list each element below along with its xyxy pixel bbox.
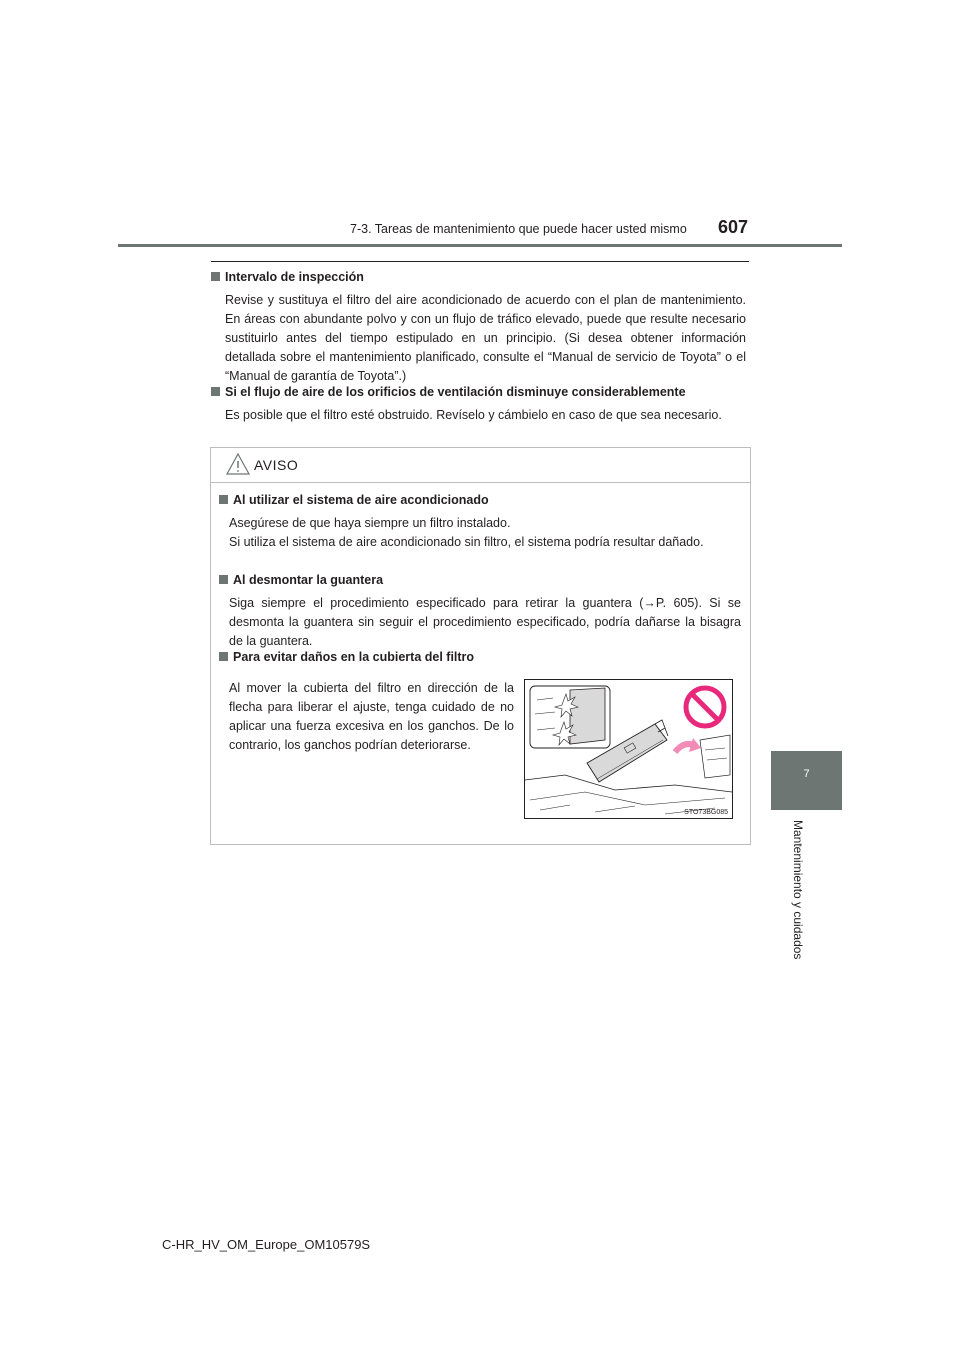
warning-item-ac bbox=[219, 491, 741, 552]
bullet-square-icon bbox=[211, 387, 220, 396]
content-top-rule bbox=[211, 261, 749, 262]
warning-item-heading: Al utilizar el sistema de aire acondicionado bbox=[233, 493, 489, 507]
warning-item-glovebox bbox=[219, 571, 741, 651]
warning-item-body: Asegúrese de que haya siempre un filtro instalado. bbox=[229, 516, 511, 530]
bullet-square-icon bbox=[219, 652, 228, 661]
warning-item-body: Al mover la cubierta del filtro en dirección de la flecha para liberar el ajuste, tenga cuidado de no aplicar una fuerza excesiva en los ganchos. De lo contrario, los ganchos podrían deteriorarse. bbox=[229, 681, 514, 752]
filter-cover-drawing bbox=[525, 680, 732, 818]
warning-item-body-2: Si utiliza el sistema de aire acondicionado sin filtro, el sistema podría resultar dañado. bbox=[229, 535, 704, 549]
warning-triangle-icon bbox=[225, 452, 251, 476]
warning-item-body: Siga siempre el procedimiento especificado para retirar la guantera (→P. 605). Si se desmonta la guantera sin seguir el procedimiento especificado, podría dañarse la bisagra de la guantera. bbox=[229, 596, 741, 648]
section-body: Es posible que el filtro esté obstruido. Revíselo y cámbielo en caso de que sea necesario. bbox=[225, 408, 722, 422]
bullet-square-icon bbox=[219, 575, 228, 584]
header-section-title: 7-3. Tareas de mantenimiento que puede hacer usted mismo bbox=[350, 222, 687, 236]
section-inspection-interval bbox=[211, 268, 746, 386]
section-body: Revise y sustituya el filtro del aire acondicionado de acuerdo con el plan de mantenimiento. En áreas con abundante polvo y con un flujo de tráfico elevado, puede que resulte necesario sustituirlo antes del tiempo estipulado en un principio. (Si desea obtener información detallada sobre el mantenimiento planificado, consulte el “Manual de servicio de Toyota” o el “Manual de garantía de Toyota”.) bbox=[225, 293, 746, 383]
warning-title: AVISO bbox=[254, 457, 299, 473]
page-number: 607 bbox=[718, 217, 749, 237]
chapter-tab bbox=[771, 751, 842, 810]
bullet-square-icon bbox=[211, 272, 220, 281]
warning-item-heading: Al desmontar la guantera bbox=[233, 573, 384, 587]
chapter-number: 7 bbox=[803, 768, 810, 780]
warning-header bbox=[211, 448, 750, 483]
warning-item-heading: Para evitar daños en la cubierta del filtro bbox=[233, 650, 475, 664]
section-heading: Intervalo de inspección bbox=[225, 270, 364, 284]
filter-cover-illustration bbox=[524, 679, 733, 819]
section-airflow-reduced bbox=[211, 383, 746, 425]
header-rule bbox=[118, 244, 842, 247]
section-heading: Si el flujo de aire de los orificios de ventilación disminuye considerablemente bbox=[225, 385, 686, 399]
bullet-square-icon bbox=[219, 495, 228, 504]
chapter-label: Mantenimiento y cuidados bbox=[791, 820, 805, 960]
figure-code: STO73BG085 bbox=[684, 809, 728, 816]
footer-doc-code: C-HR_HV_OM_Europe_OM10579S bbox=[162, 1237, 371, 1252]
